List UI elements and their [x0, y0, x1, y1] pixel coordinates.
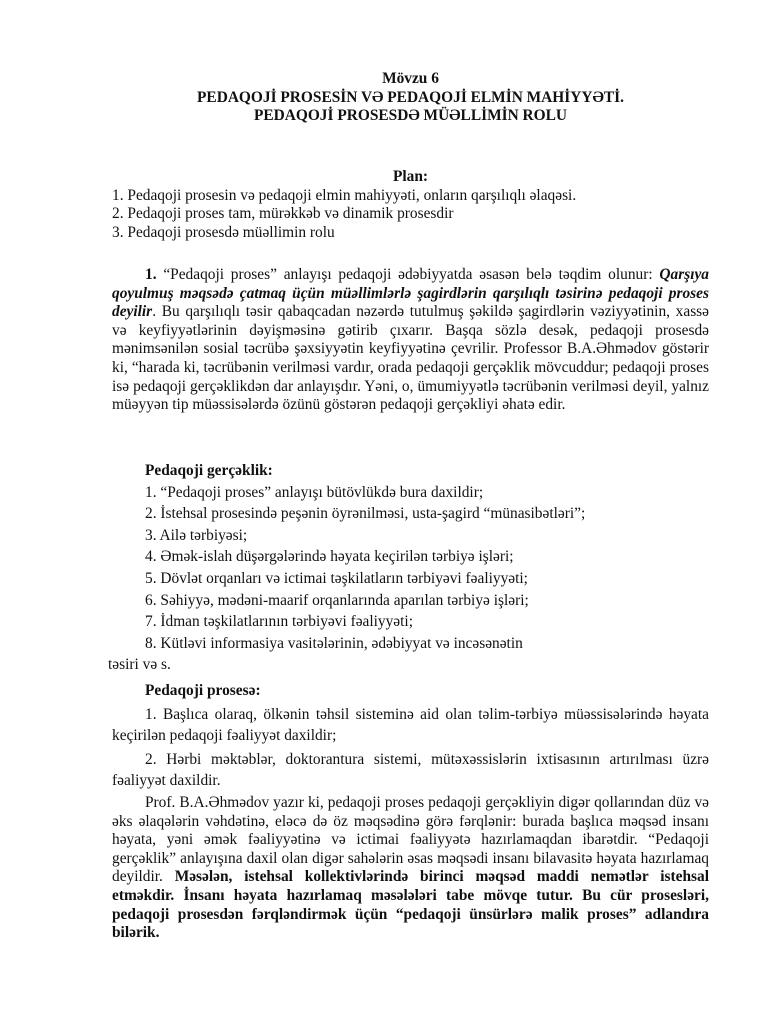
reality-list	[108, 462, 709, 675]
reality-item-7: 7. İdman təşkilatlarının tərbiyəvi fəaliyyəti;	[145, 613, 413, 631]
process-item-1: 1. Başlıca olaraq, ölkənin təhsil sisteminə aid olan təlim-tərbiyə müəssisələrində həyata keçirilən pedaqoji fəaliyyət daxildir;	[112, 705, 709, 744]
plan-section	[112, 168, 709, 242]
title-block	[112, 70, 709, 126]
title-line-1: PEDAQOJİ PROSESİN VƏ PEDAQOJİ ELMİN MAHİYYƏTİ.	[197, 88, 624, 106]
reality-item-3: 3. Ailə tərbiyəsi;	[145, 526, 248, 544]
plan-item-2: 2. Pedaqoji proses tam, mürəkkəb və dinamik prosesdir	[112, 205, 454, 223]
process-list	[112, 682, 709, 791]
process-heading: Pedaqoji prosesə:	[145, 682, 261, 699]
plan-item-3: 3. Pedaqoji prosesdə müəllimin rolu	[112, 223, 335, 241]
reality-item-6: 6. Səhiyyə, mədəni-maarif orqanlarında aparılan tərbiyə işləri;	[145, 591, 529, 609]
reality-item-8: 8. Kütləvi informasiya vasitələrinin, ədəbiyyat və incəsənətin	[145, 634, 523, 652]
final-text: Prof. B.A.Əhmədov yazır ki, pedaqoji proses pedaqoji gerçəkliyin digər qollarından düz və əks əlaqələrin vəhdətinə, eləcə də öz məqsədinə görə fərqlənir: burada başlıca məqsəd insanı həyata, yəni əmək fəaliyyətinə və ictimai fəaliyyətə hazırlamaqdan ibarətdir. “Pedaqoji gerçəklik” anlayışına daxil olan digər sahələrin əsas məqsədi insanı bilavasitə həyata hazırlamaq deyildir.	[112, 794, 709, 886]
final-paragraph	[112, 794, 709, 943]
reality-heading: Pedaqoji gerçəklik:	[145, 462, 273, 479]
title-line-2: PEDAQOJİ PROSESDƏ MÜƏLLİMİN ROLU	[253, 107, 568, 125]
reality-item-1: 1. “Pedaqoji proses” anlayışı bütövlükdə bura daxildir;	[145, 483, 484, 501]
section-intro: “Pedaqoji proses” anlayışı pedaqoji ədəbiyyatda əsasən belə təqdim olunur:	[156, 266, 660, 283]
process-item-2: 2. Hərbi məktəblər, doktorantura sistemi, mütəxəssislərin ixtisasının artırılması üzrə fəaliyyət daxildir.	[112, 750, 709, 789]
section-1-paragraph	[112, 266, 709, 415]
topic-number: Mövzu 6	[382, 70, 439, 87]
section-number: 1.	[145, 266, 157, 283]
reality-tail: təsiri və s.	[108, 656, 171, 674]
reality-item-2: 2. İstehsal prosesində peşənin öyrənilməsi, usta-şagird “münasibətləri”;	[145, 505, 586, 523]
final-bold-text: Məsələn, istehsal kollektivlərində birinci məqsəd maddi nemətlər istehsal etməkdir. İnsanı həyata hazırlamaq məsələləri tabe mövqe tutur. Bu cür prosesləri, pedaqoji prosesdən fərqləndirmək üçün “pedaqoji ünsürlərə malik proses” adlandıra bilərik.	[112, 868, 709, 942]
reality-item-4: 4. Əmək-islah düşərgələrində həyata keçirilən tərbiyə işləri;	[145, 548, 514, 566]
reality-item-5: 5. Dövlət orqanları və ictimai təşkilatların tərbiyəvi fəaliyyəti;	[145, 569, 528, 587]
plan-item-1: 1. Pedaqoji prosesin və pedaqoji elmin mahiyyəti, onların qarşılıqlı əlaqəsi.	[112, 186, 577, 204]
plan-heading: Plan:	[392, 168, 429, 185]
definition-text: Qarşıya qoyulmuş məqsədə çatmaq üçün müəllimlərlə şagirdlərin qarşılıqlı təsirinə pedaqoji proses deyilir	[112, 266, 709, 321]
section-body: . Bu qarşılıqlı təsir qabaqcadan nəzərdə tutulmuş şəkildə şagirdlərin vəziyyətinin, xassə və keyfiyyətlərinin dəyişməsinə gətirib çıxarır. Başqa sözlə desək, pedaqoji prosesdə mənimsənilən sosial təcrübə şəxsiyyətin keyfiyyətinə çevrilir. Professor B.A.Əhmədov göstərir ki, “harada ki, təcrübənin verilməsi vardır, orada pedaqoji gerçəklik mövcuddur; pedaqoji proses isə pedaqoji gerçəklikdən dar anlayışdır. Yəni, o, ümumiyyətlə təcrübənin verilməsi deyil, yalnız müəyyən tip müəssisələrdə özünü göstərən pedaqoji gerçəkliyi əhatə edir.	[112, 303, 709, 414]
